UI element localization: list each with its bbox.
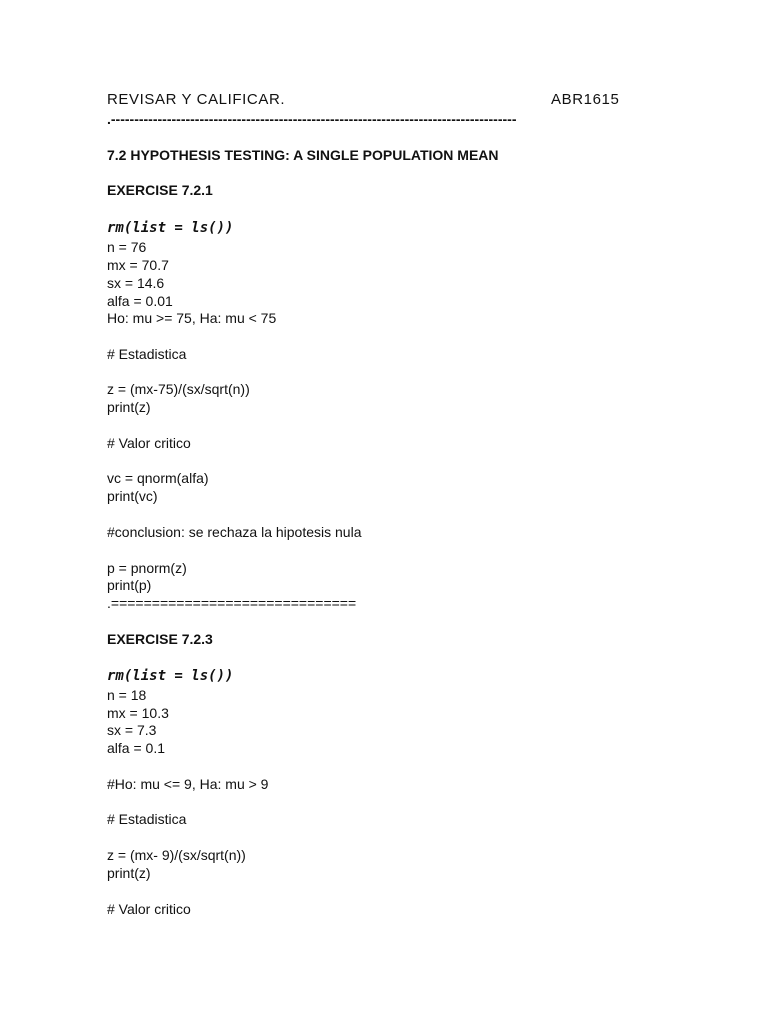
exercise-1-z: z = (mx-75)/(sx/sqrt(n)) — [107, 381, 250, 397]
exercise-1-mx: mx = 70.7 — [107, 257, 169, 273]
exercise-2-rm-line: rm(list = ls()) — [107, 668, 234, 684]
exercise-2-comment-stat: # Estadistica — [107, 811, 187, 827]
exercise-2-mx: mx = 10.3 — [107, 705, 169, 721]
exercise-separator-rule: .============================== — [107, 595, 357, 611]
exercise-1-p: p = pnorm(z) — [107, 560, 187, 576]
exercise-1-print-vc: print(vc) — [107, 488, 158, 504]
header-dash-rule: .--------------------------------------------------------------------------------------- — [107, 111, 517, 127]
exercise-2-z: z = (mx- 9)/(sx/sqrt(n)) — [107, 847, 246, 863]
exercise-1-n: n = 76 — [107, 239, 147, 255]
exercise-2-alfa: alfa = 0.1 — [107, 740, 165, 756]
document-page — [107, 0, 707, 1024]
exercise-2-print-z: print(z) — [107, 865, 151, 881]
header-title: REVISAR Y CALIFICAR. — [107, 91, 286, 108]
section-title: 7.2 HYPOTHESIS TESTING: A SINGLE POPULATION MEAN — [107, 147, 499, 163]
exercise-2-title: EXERCISE 7.2.3 — [107, 631, 213, 647]
exercise-1-conclusion: #conclusion: se rechaza la hipotesis nula — [107, 524, 362, 540]
exercise-2-sx: sx = 7.3 — [107, 722, 157, 738]
header-code: ABR1615 — [551, 91, 620, 108]
exercise-2-hypothesis: #Ho: mu <= 9, Ha: mu > 9 — [107, 776, 269, 792]
exercise-1-comment-vc: # Valor critico — [107, 435, 191, 451]
exercise-1-rm-line: rm(list = ls()) — [107, 220, 234, 236]
exercise-1-comment-stat: # Estadistica — [107, 346, 187, 362]
exercise-1-title: EXERCISE 7.2.1 — [107, 182, 213, 198]
exercise-1-hypothesis: Ho: mu >= 75, Ha: mu < 75 — [107, 310, 277, 326]
exercise-2-comment-vc: # Valor critico — [107, 901, 191, 917]
exercise-1-print-z: print(z) — [107, 399, 151, 415]
exercise-1-alfa: alfa = 0.01 — [107, 293, 173, 309]
exercise-2-n: n = 18 — [107, 687, 147, 703]
exercise-1-print-p: print(p) — [107, 577, 152, 593]
exercise-1-vc: vc = qnorm(alfa) — [107, 470, 209, 486]
exercise-1-sx: sx = 14.6 — [107, 275, 165, 291]
